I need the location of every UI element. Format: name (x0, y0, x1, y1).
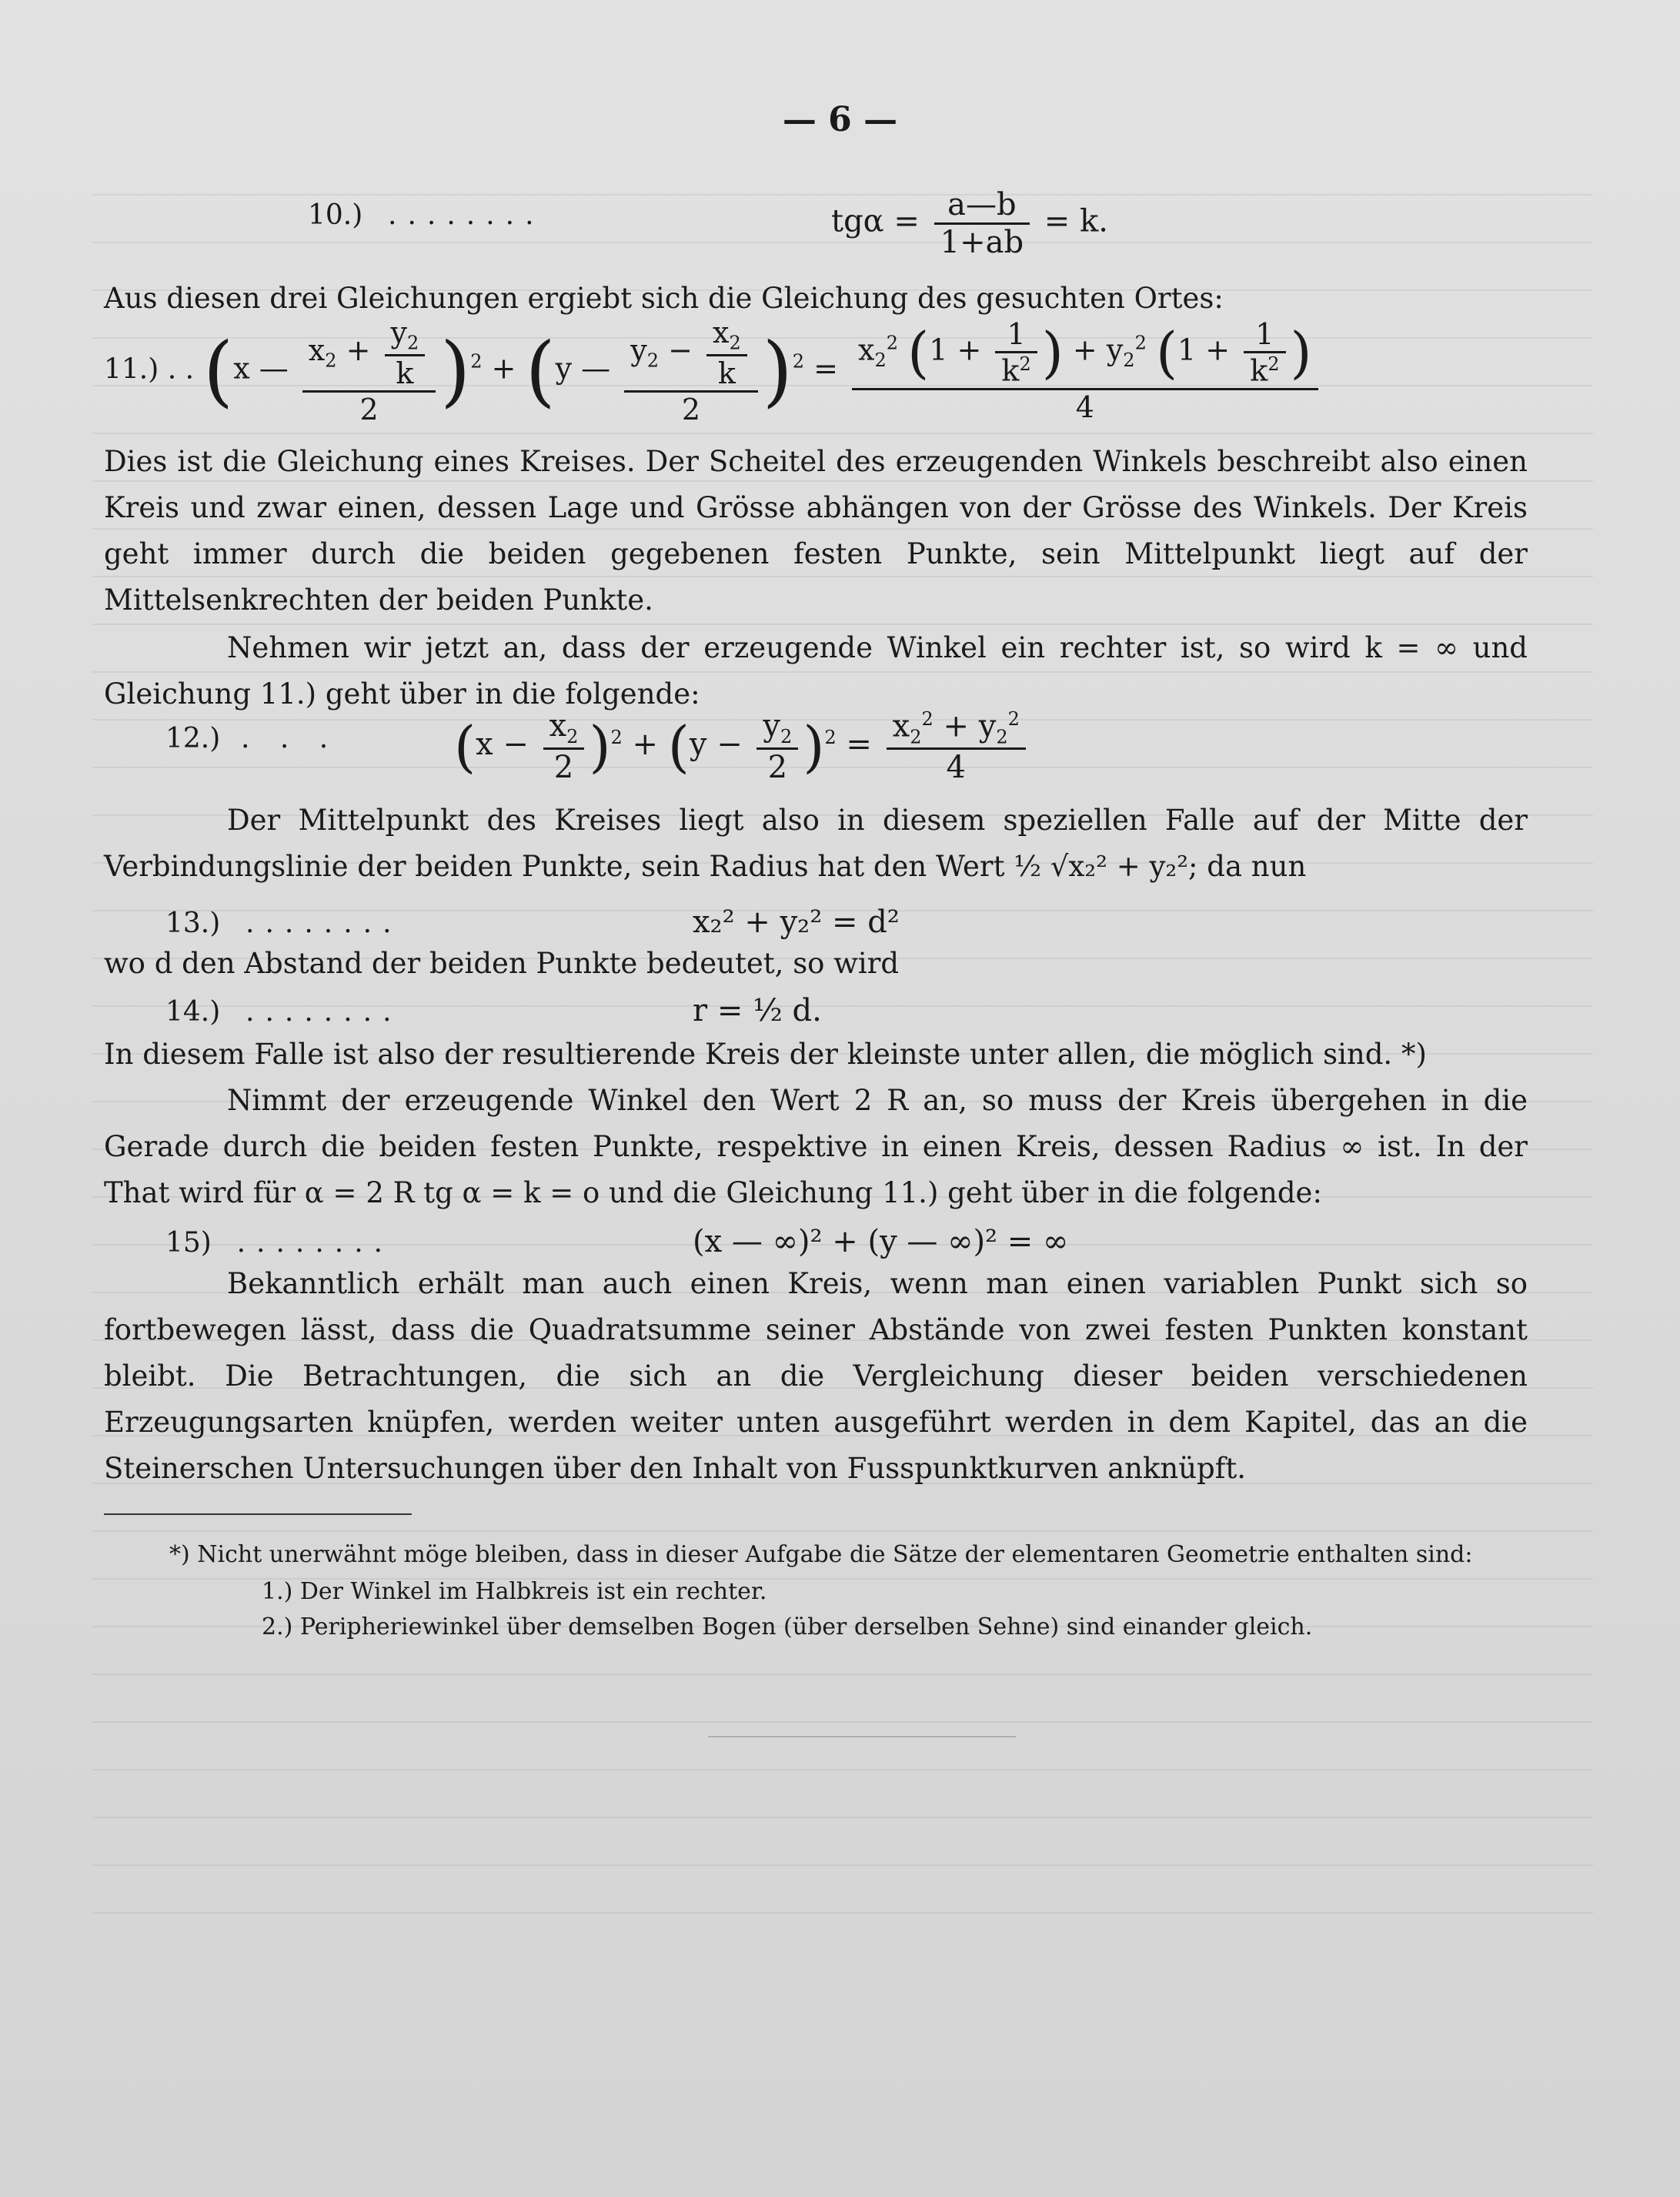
footnote-2: 1.) Der Winkel im Halbkreis ist ein rechter. (262, 1578, 767, 1605)
footnote-rule (104, 1513, 412, 1515)
fraction-numerator: $y_2$ − $\frac{x_2}{k}$ (624, 316, 757, 393)
plus-sign: + (491, 351, 516, 386)
term-x: x — (233, 351, 289, 386)
equation-lhs: tgα = (831, 203, 920, 239)
paragraph-1: Dies ist die Gleichung eines Kreises. Der Scheitel des erzeugenden Winkels beschreibt also einen Kreis und zwar einen, dessen Lage und Grösse abhängen von der Grösse des Winkels. Der Kreis geht immer durch die beiden gegebenen festen Punkte, sein Mittelpunkt liegt auf der Mittelsenkrechten der beiden Punkte. (104, 445, 1528, 617)
leader-dots: ........ (236, 1227, 394, 1259)
equation-10 (308, 196, 545, 232)
fraction-denominator: 2 (359, 392, 379, 426)
paragraph-3: Der Mittelpunkt des Kreises liegt also in diesem speziellen Falle auf der Mitte der Verbindungslinie der beiden Punkte, sein Radius hat den Wert ½ √x₂² + y₂²; da nun (104, 804, 1528, 883)
equation-label: 10.) (308, 199, 363, 231)
equation-label: 13.) (165, 908, 221, 939)
paragraph-2: Nehmen wir jetzt an, dass der erzeugende Winkel ein rechter ist, so wird k = ∞ und Gleichung 11.) geht über in die folgende: (104, 631, 1528, 711)
leader-dots: . . . (241, 723, 339, 754)
equation-label: 11.) . . (104, 353, 195, 386)
footnote-3: 2.) Peripheriewinkel über demselben Bogen (über derselben Sehne) sind einander gleich. (262, 1613, 1313, 1640)
paren: ) (803, 714, 825, 780)
leader-dots: ........ (388, 199, 545, 231)
paren: ) (589, 714, 611, 780)
fraction (302, 316, 436, 426)
fraction-numerator: $x_2^2$ (1 + $\frac{1}{k^2}$ ) + $y_2^2$ (1 + $\frac{1}{k^2}$ ) (852, 317, 1318, 390)
fraction-denominator: 2 (681, 392, 701, 426)
paragraph-4: wo d den Abstand der beiden Punkte bedeutet, so wird (104, 947, 900, 980)
leader-dots: ........ (245, 996, 402, 1028)
equation-11: 11.) . . (x — $x_2$ + $\frac{y_2}{k}$ 2 )$^2$ + (y — $y_2$ − $\frac{x_2}{k}$ 2 )$^2$ = $x_2^2$ (1 + $\frac{1}{k^2}$ ) + $y_2^2$ (1 + $\frac{1}{k^2}$ ) 4 (104, 316, 1323, 426)
equation-13 (165, 905, 402, 940)
leader-dots: ........ (245, 908, 402, 939)
equation-12-formula: (x − $\frac{x_2}{2}$ )$^2$ + (y − $\frac{y_2}{2}$ )$^2$ = $\frac{x_2^2 + y_2^2}{4}$ (454, 708, 1030, 785)
equation-14-formula: r = ½ d. (693, 993, 822, 1028)
fraction (934, 187, 1030, 260)
equation-15 (165, 1224, 393, 1259)
footnote-1: *) Nicht unerwähnt möge bleiben, dass in dieser Aufgabe die Sätze der elementaren Geometrie enthalten sind: (169, 1541, 1473, 1568)
paragraph-6: Nimmt der erzeugende Winkel den Wert 2 R an, so muss der Kreis übergehen in die Gerade durch die beiden festen Punkte, respektive in einen Kreis, dessen Radius ∞ ist. In der That wird für α = 2 R tg α = k = o und die Gleichung 11.) geht über in die folgende: (104, 1084, 1528, 1209)
equation-rhs: = k. (1044, 203, 1108, 239)
paragraph-7: Bekanntlich erhält man auch einen Kreis, wenn man einen variablen Punkt sich so fortbewegen lässt, dass die Quadratsumme seiner Abstände von zwei festen Punkten konstant bleibt. Die Betrachtungen, die sich an die Vergleichung dieser beiden verschiedenen Erzeugungsarten knüpfen, werden weiter unten ausgeführt werden in dem Kapitel, das an die Steinerschen Untersuchungen über den Inhalt von Fusspunktkurven anknüpft. (104, 1267, 1528, 1485)
page-number: — 6 — (782, 100, 898, 139)
paragraph-5: In diesem Falle ist also der resultierende Kreis der kleinste unter allen, die möglich sind. *) (104, 1038, 1427, 1071)
paren: ) (440, 325, 471, 416)
equation-label: 12.) (165, 723, 221, 754)
equation-10-formula (831, 187, 1108, 260)
fraction: $\frac{x_2^2 + y_2^2}{4}$ (887, 708, 1026, 785)
equation-label: 15) (165, 1227, 212, 1259)
fraction-numerator: $x_2$ + $\frac{y_2}{k}$ (302, 316, 436, 393)
fraction (624, 316, 757, 426)
paren: ( (667, 714, 690, 780)
fraction-denominator: 1+ab (940, 225, 1024, 260)
fraction-numerator: a—b (934, 187, 1030, 225)
equation-label: 14.) (165, 996, 221, 1028)
equation-15-formula: (x — ∞)² + (y — ∞)² = ∞ (693, 1224, 1069, 1259)
bleed-through-rule (708, 1736, 1016, 1737)
fraction-main (852, 317, 1318, 424)
paren: ( (454, 714, 476, 780)
paren: ) (762, 325, 793, 416)
equation-12 (165, 720, 339, 755)
equation-14 (165, 993, 402, 1028)
equation-13-formula: x₂² + y₂² = d² (693, 905, 900, 940)
equals-sign: = (813, 351, 838, 386)
fraction: $\frac{x_2}{2}$ (543, 708, 585, 785)
paren: ( (203, 325, 234, 416)
intro-paragraph: Aus diesen drei Gleichungen ergiebt sich die Gleichung des gesuchten Ortes: (104, 282, 1224, 315)
fraction: $\frac{y_2}{2}$ (757, 708, 798, 785)
paren: ( (525, 325, 556, 416)
term-y: y — (555, 351, 611, 386)
fraction-denominator: 4 (1075, 390, 1094, 425)
